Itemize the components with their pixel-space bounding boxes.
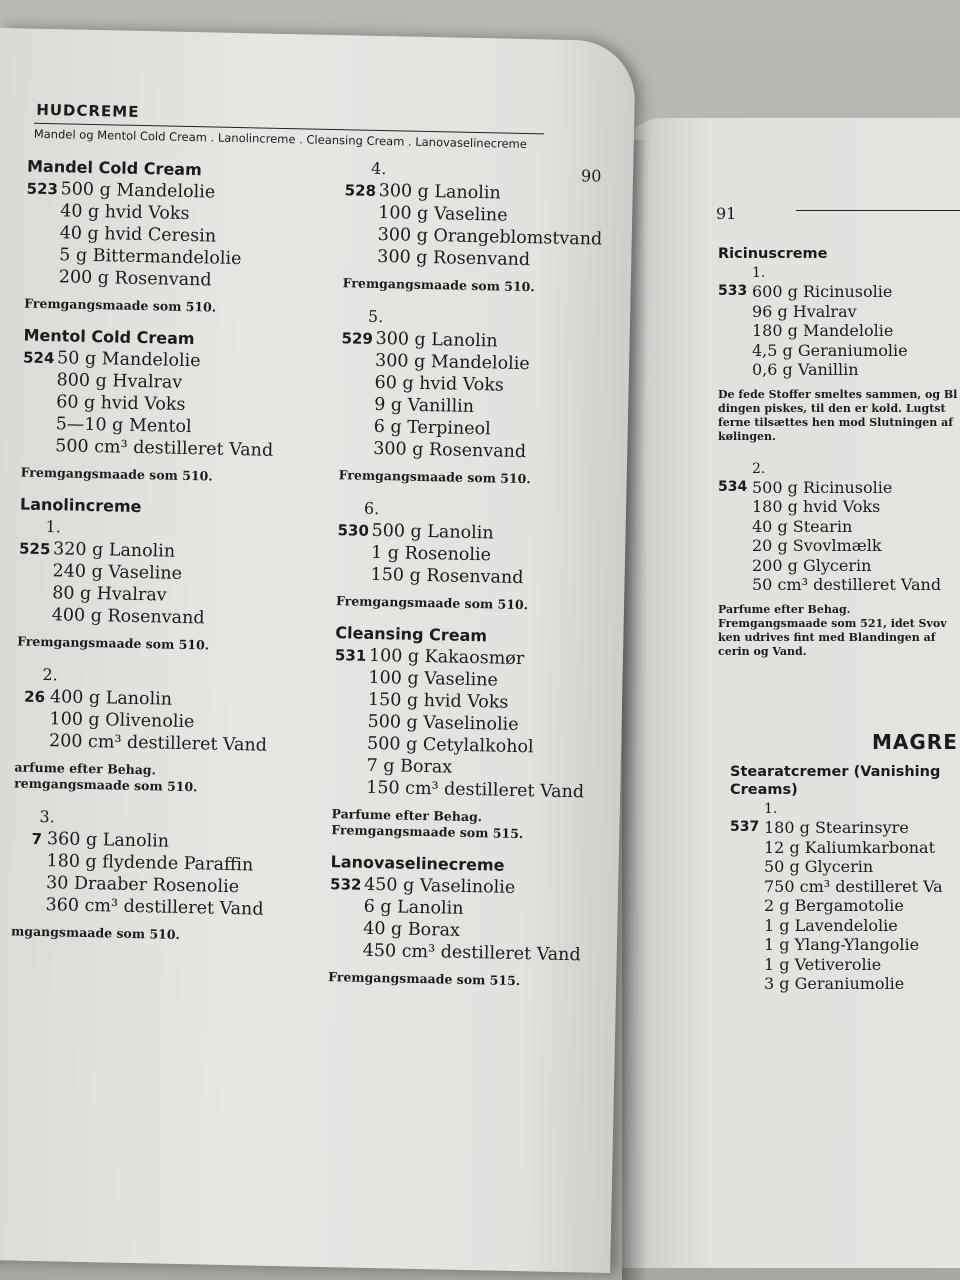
ingredient-text: 50 g Mandelolie: [56, 348, 201, 372]
recipe-block: [718, 460, 960, 659]
note-line: Fremgangsmaade som 515.: [331, 822, 524, 842]
recipe-number: 524: [22, 348, 55, 368]
recipe-number: [730, 857, 764, 877]
note-line: remgangsmaade som 510.: [14, 775, 198, 795]
ingredient-line: [730, 838, 960, 858]
right-column-top: [718, 246, 960, 673]
recipe-title: Mentol Cold Cream: [23, 325, 195, 349]
recipe-number: [329, 917, 363, 940]
recipe-number: [343, 245, 377, 268]
running-subheader: Mandel og Mentol Cold Cream . Lanolincreme . Cleansing Cream . Lanovaselinecreme: [33, 126, 528, 152]
recipe-note: [14, 759, 315, 797]
recipe-title: Lanovaselinecreme: [330, 852, 505, 875]
recipe-note: [339, 467, 619, 489]
recipe-block: [331, 623, 615, 844]
ingredient-line: [730, 974, 960, 994]
ingredient-text: 4,5 g Geraniumolie: [752, 340, 908, 360]
ingredient-line: [332, 776, 612, 804]
ingredient-text: 200 g Rosenvand: [58, 267, 212, 291]
recipe-title: Ricinuscreme: [718, 246, 828, 262]
ingredient-line: [718, 321, 960, 341]
recipe-number: 523: [26, 179, 59, 199]
ingredient-text: 9 g Vanillin: [373, 394, 475, 418]
ingredient-text: 20 g Svovlmælk: [752, 536, 882, 555]
recipe-number: [341, 349, 375, 372]
ingredient-text: 150 g hvid Voks: [367, 689, 509, 713]
header-rule: [796, 210, 960, 211]
recipe-number: 534: [718, 478, 748, 495]
recipe-note: [11, 923, 311, 945]
ingredient-text: 300 g Rosenvand: [377, 246, 531, 271]
ingredient-text: 500 cm³ destilleret Vand: [55, 436, 274, 461]
recipe-number: 26: [23, 687, 46, 707]
variant-number: 1.: [45, 517, 62, 537]
recipe-block: [17, 495, 320, 656]
recipe-number: 529: [341, 329, 374, 348]
ingredient-text: 300 g Lanolin: [378, 180, 501, 204]
recipe-block: [24, 157, 327, 318]
recipe-number: [718, 575, 752, 595]
recipe-number: [15, 729, 49, 752]
ingredient-text: 60 g hvid Voks: [374, 372, 505, 396]
note-line: Fremgangsmaade som 515.: [328, 969, 521, 989]
ingredient-line: [730, 935, 960, 955]
note-line: kølingen.: [718, 429, 776, 443]
ingredient-text: 40 g hvid Voks: [59, 201, 190, 225]
recipe-block: [718, 246, 960, 444]
recipe-note: [336, 593, 616, 615]
recipe-number: [329, 895, 363, 918]
ingredient-line: [730, 916, 960, 936]
ingredient-text: 180 g hvid Voks: [752, 497, 881, 516]
recipe-block: [11, 805, 314, 945]
recipe-number: [730, 935, 764, 955]
recipe-number: 525: [18, 539, 51, 559]
ingredient-text: 100 g Vaseline: [368, 667, 499, 691]
note-line: Fremgangsmaade som 510.: [338, 467, 531, 487]
note-line: De fede Stoffer smeltes sammen, og Bl: [718, 387, 958, 401]
ingredient-text: 600 g Ricinusolie: [752, 282, 893, 301]
ingredient-text: 96 g Hvalrav: [752, 301, 857, 321]
ingredient-text: 300 g Rosenvand: [373, 438, 527, 463]
ingredient-text: 240 g Vaseline: [52, 561, 183, 584]
recipe-number: [25, 244, 59, 267]
ingredient-text: 180 g flydende Paraffin: [46, 851, 254, 876]
running-header: HUDCREME: [36, 100, 140, 121]
ingredient-text: 200 cm³ destilleret Vand: [48, 731, 268, 756]
recipe-number: [730, 916, 764, 936]
ingredient-line: [718, 302, 960, 322]
ingredient-text: 5 g Bittermandelolie: [59, 245, 242, 270]
ingredient-line: [718, 497, 960, 517]
left-column-1: [11, 157, 328, 960]
recipe-number: [25, 266, 59, 289]
ingredient-text: 40 g Borax: [363, 918, 461, 941]
note-line: dingen piskes, til den er kold. Lugtst: [718, 401, 946, 415]
ingredient-text: 0,6 g Vanillin: [752, 360, 859, 379]
variant-number: 1.: [752, 265, 766, 281]
variant-number: 4.: [370, 158, 387, 179]
page-number: 90: [580, 166, 602, 186]
ingredient-text: 500 g Vaselinolie: [367, 711, 519, 736]
ingredient-text: 80 g Hvalrav: [51, 583, 167, 606]
right-column-bottom: [730, 764, 960, 1008]
ingredient-text: 360 cm³ destilleret Vand: [45, 895, 264, 920]
variant-number: 1.: [764, 801, 778, 817]
recipe-number: [730, 877, 764, 897]
ingredient-text: 500 g Mandelolie: [60, 179, 216, 203]
note-line: Fremgangsmaade som 510.: [20, 464, 213, 484]
ingredient-text: 400 g Rosenvand: [51, 605, 205, 629]
ingredient-text: 300 g Mandelolie: [374, 350, 530, 375]
ingredient-text: 60 g hvid Voks: [55, 392, 186, 415]
recipe-number: [336, 563, 370, 586]
ingredient-text: 500 g Ricinusolie: [752, 477, 893, 497]
recipe-note: [718, 603, 960, 659]
recipe-number: [329, 939, 363, 962]
note-line: Fremgangsmaade som 510.: [17, 633, 210, 653]
note-line: Fremgangsmaade som 510.: [335, 593, 529, 613]
variant-number: 5.: [367, 306, 384, 327]
recipe-note: [17, 633, 317, 655]
recipe-block: [328, 852, 611, 991]
ingredient-line: [718, 517, 960, 537]
recipe-title: Mandel Cold Cream: [26, 156, 202, 180]
recipe-number: 532: [329, 875, 362, 894]
recipe-note: [331, 806, 612, 844]
ingredient-text: 100 g Vaseline: [378, 202, 508, 226]
recipe-number: [339, 437, 373, 460]
recipe-number: [21, 413, 55, 436]
recipe-number: [12, 849, 46, 872]
recipe-number: [718, 536, 752, 556]
variant-number: 3.: [39, 807, 55, 827]
ingredient-text: 40 g hvid Ceresin: [59, 223, 217, 247]
ingredient-text: 180 g Mandelolie: [752, 321, 894, 340]
ingredient-line: [718, 536, 960, 556]
ingredient-text: 200 g Glycerin: [752, 555, 872, 575]
ingredient-text: 1 g Ylang-Ylangolie: [764, 935, 920, 954]
ingredient-line: [336, 563, 616, 591]
left-column-2: [328, 157, 626, 1005]
ingredient-line: [329, 939, 609, 967]
recipe-number: [22, 391, 56, 414]
recipe-note: [21, 465, 321, 487]
variant-number: 2.: [752, 460, 766, 477]
ingredient-line: [718, 341, 960, 361]
ingredient-line: [730, 857, 960, 877]
recipe-number: [18, 560, 52, 583]
recipe-number: [332, 776, 366, 799]
recipe-number: [718, 360, 752, 380]
recipe-number: [340, 415, 374, 438]
ingredient-line: [730, 896, 960, 916]
recipe-number: [340, 371, 374, 394]
ingredient-text: 300 g Lanolin: [375, 328, 498, 352]
recipe-note: [328, 969, 608, 991]
recipe-number: [334, 688, 368, 711]
variant-number: 2.: [42, 665, 58, 685]
recipe-number: [344, 223, 378, 246]
recipe-number: 533: [718, 283, 748, 299]
ingredient-text: 5—10 g Mentol: [55, 414, 192, 438]
recipe-number: [337, 541, 371, 564]
recipe-number: [21, 435, 55, 458]
recipe-block: [336, 497, 618, 615]
ingredient-text: 1 g Vetiverolie: [764, 954, 882, 974]
ingredient-line: [339, 437, 619, 465]
note-line: arfume efter Behag.: [14, 759, 157, 778]
ingredient-text: 6 g Lanolin: [363, 896, 464, 919]
ingredient-text: 150 cm³ destilleret Vand: [365, 777, 585, 803]
ingredient-text: 450 g Vaselinolie: [363, 874, 516, 898]
recipe-number: [718, 556, 752, 576]
recipe-number: 531: [334, 646, 367, 665]
ingredient-text: 320 g Lanolin: [52, 539, 176, 562]
ingredient-text: 300 g Orangeblomstvand: [377, 224, 603, 250]
recipe-number: [730, 838, 764, 858]
recipe-number: 537: [730, 819, 760, 835]
recipe-number: [11, 893, 45, 916]
recipe-title: Creams): [730, 782, 798, 798]
recipe-note: [343, 275, 623, 297]
recipe-title: Lanolincreme: [19, 494, 142, 517]
ingredient-line: [718, 282, 960, 302]
recipe-number: [12, 871, 46, 894]
ingredient-text: 500 g Cetylalkohol: [366, 733, 534, 758]
note-line: mgangsmaade som 510.: [10, 923, 181, 942]
note-line: Parfume efter Behag.: [331, 806, 483, 825]
ingredient-line: [730, 955, 960, 975]
recipe-number: [334, 666, 368, 689]
ingredient-text: 7 g Borax: [366, 755, 453, 778]
ingredient-text: 400 g Lanolin: [49, 687, 173, 710]
note-line: ferne tilsættes hen mod Slutningen af: [718, 415, 953, 429]
recipe-number: 7: [31, 829, 43, 849]
recipe-number: [718, 341, 752, 361]
recipe-block: [21, 326, 324, 487]
ingredient-text: 800 g Hvalrav: [56, 370, 183, 393]
recipe-number: [730, 896, 764, 916]
ingredient-text: 3 g Geraniumolie: [764, 974, 905, 993]
ingredient-line: [718, 556, 960, 576]
ingredient-text: 2 g Bergamotolie: [764, 896, 904, 915]
ingredient-line: [718, 478, 960, 498]
ingredient-text: 180 g Stearinsyre: [764, 818, 909, 837]
recipe-number: [22, 369, 56, 392]
note-line: Fremgangsmaade som 510.: [24, 295, 217, 315]
recipe-title: Cleansing Cream: [335, 623, 488, 646]
page-number: 91: [716, 204, 737, 223]
recipe-number: 530: [337, 521, 370, 540]
recipe-note: [718, 388, 960, 444]
ingredient-line: [718, 575, 960, 595]
ingredient-line: [730, 818, 960, 838]
ingredient-line: [718, 360, 960, 380]
variant-number: 6.: [363, 498, 380, 519]
note-line: Parfume efter Behag.: [718, 602, 851, 616]
recipe-block: [343, 157, 626, 297]
ingredient-text: 6 g Terpineol: [373, 416, 491, 440]
ingredient-text: 750 cm³ destilleret Va: [764, 876, 943, 896]
ingredient-text: 450 cm³ destilleret Vand: [362, 940, 581, 966]
ingredient-text: 100 g Olivenolie: [49, 709, 195, 733]
recipe-number: [332, 754, 366, 777]
ingredient-text: 1 g Rosenolie: [370, 542, 492, 566]
ingredient-text: 50 g Glycerin: [764, 857, 874, 876]
recipe-title: Stearatcremer (Vanishing: [730, 764, 941, 780]
note-line: ken udrives fint med Blandingen af: [718, 630, 936, 644]
section-heading: MAGRE: [872, 730, 958, 754]
recipe-number: [718, 497, 752, 517]
recipe-number: [333, 710, 367, 733]
recipe-number: [340, 393, 374, 416]
recipe-number: [25, 222, 59, 245]
recipe-note: [24, 296, 324, 318]
ingredient-text: 150 g Rosenvand: [370, 564, 524, 589]
ingredient-text: 40 g Stearin: [752, 516, 853, 536]
recipe-block: [730, 764, 960, 994]
recipe-number: [344, 201, 378, 224]
recipe-number: [26, 200, 60, 223]
recipe-number: [730, 974, 764, 994]
recipe-number: [18, 582, 52, 605]
note-line: Fremgangsmaade som 521, idet Svov: [718, 616, 947, 630]
ingredient-text: 500 g Lanolin: [371, 520, 494, 544]
recipe-block: [339, 305, 623, 489]
ingredient-text: 1 g Lavendelolie: [764, 915, 898, 935]
note-line: Fremgangsmaade som 510.: [342, 275, 535, 295]
ingredient-text: 30 Draaber Rosenolie: [45, 873, 240, 898]
ingredient-text: 100 g Kakaosmør: [368, 645, 525, 670]
right-page: [622, 118, 960, 1268]
recipe-number: [15, 707, 49, 730]
ingredient-text: 50 cm³ destilleret Vand: [752, 575, 942, 594]
ingredient-line: [730, 877, 960, 897]
note-line: cerin og Vand.: [718, 644, 807, 658]
recipe-number: 528: [344, 181, 377, 200]
ingredient-text: 12 g Kaliumkarbonat: [764, 837, 936, 857]
recipe-number: [17, 604, 51, 627]
recipe-number: [333, 732, 367, 755]
recipe-block: [14, 663, 317, 797]
recipe-number: [718, 321, 752, 341]
recipe-number: [718, 302, 752, 322]
left-page: [0, 28, 636, 1273]
recipe-number: [730, 955, 764, 975]
ingredient-text: 360 g Lanolin: [46, 829, 170, 852]
recipe-number: [718, 517, 752, 537]
